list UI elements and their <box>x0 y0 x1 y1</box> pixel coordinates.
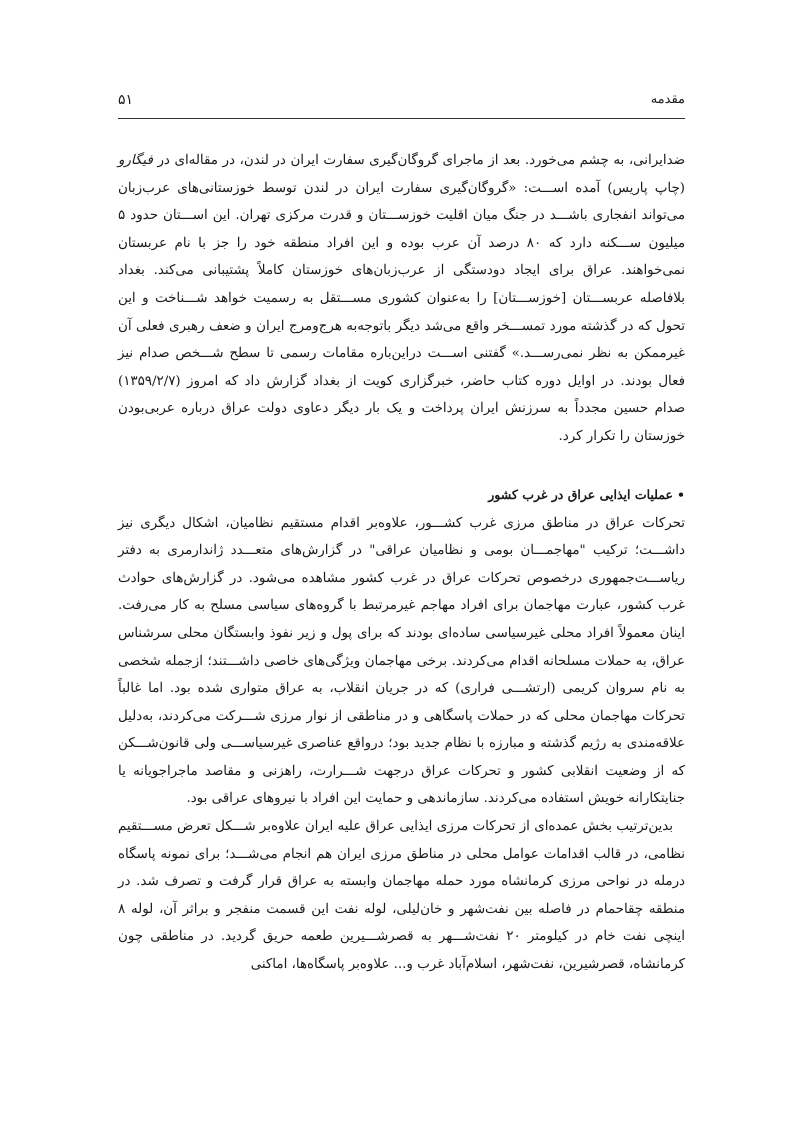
paragraph-1-text-b: (چاپ پاریس) آمده اســـت: «گروگان‌گیری سفارت ایران در لندن توسط خوزستانی‌های عرب‌زبان می‌تواند انفجاری باشـــد در جنگ میان اقلیت خوزســـتان و قدرت مرکزی تهران. این اســـتان حدود ۵ میلیون ســـکنه دارد که ۸۰ درصد آن عرب بوده و این افراد منطقه خود را جز با نام عربستان نمی‌خواهند. عراق برای ایجاد دودستگی از عرب‌زبان‌های خوزستان کاملاً پشتیبانی می‌کند. بغداد بلافاصله عربســـتان [خوزســـتان] را به‌عنوان کشوری مســـتقل به رسمیت خواهد شـــناخت و این تحول که در گذشته مورد تمســـخر واقع می‌شد دیگر باتوجه‌به هرج‌ومرج ایران و ضعف رهبری فعلی آن غیرممکن به نظر نمی‌رســـد.» گفتنی اســـت دراین‌باره مقامات رسمی تا سطح شـــخص صدام نیز فعال بودند. در اوایل دوره کتاب حاضر، خبرگزاری کویت از بغداد گزارش داد که امروز (۱۳۵۹/۲/۷) صدام حسین مجدداً به سرزنش ایران پرداخت و یک بار دیگر دعاوی دولت عراق درباره عربی‌بودن خوزستان را تکرار کرد. <box>118 180 685 444</box>
paragraph-1-text-a: ضدایرانی، به چشم می‌خورد. بعد از ماجرای گروگان‌گیری سفارت ایران در لندن، در مقاله‌ای در <box>152 153 685 168</box>
page-number: ۵۱ <box>118 92 134 108</box>
running-head <box>118 92 685 114</box>
chapter-title: مقدمه <box>650 92 685 107</box>
section-heading <box>118 483 685 507</box>
newspaper-title: فیگارو <box>118 153 153 168</box>
bullet-icon: • <box>677 486 685 502</box>
header-rule <box>118 118 685 119</box>
paragraph-3: بدین‌ترتیب بخش عمده‌ای از تحرکات مرزی ایذایی عراق علیه ایران علاوه‌بر شـــکل تعرض مســـتقیم نظامی، در قالب اقدامات عوامل محلی در مناطق مرزی ایران هم انجام می‌شـــد؛ برای نمونه پاسگاه درمله در نواحی مرزی کرمانشاه مورد حمله مهاجمان وابسته به عراق قرار گرفت و تصرف شد. در منطقه چقاحمام در فاصله بین نفت‌شهر و خان‌لیلی، لوله نفت این قسمت منفجر و براثر آن، لوله ۸ اینچی نفت خام در کیلومتر ۲۰ نفت‌شـــهر به قصرشـــیرین طعمه حریق گردید. در مناطقی چون کرمانشاه، قصرشیرین، نفت‌شهر، اسلام‌آباد غرب و... علاوه‌بر پاسگاه‌ها، اماکنی <box>118 819 686 973</box>
paragraph-1 <box>118 147 685 451</box>
section-heading-text: عملیات ایذایی عراق در غرب کشور <box>488 486 673 502</box>
paragraph-2: تحرکات عراق در مناطق مرزی غرب کشـــور، علاوه‌بر اقدام مستقیم نظامیان، اشکال دیگری نیز داشـــت؛ ترکیب "مهاجمـــان بومی و نظامیان عراقی" در گزارش‌های متعـــدد ژاندارمری به دفتر ریاســـت‌جمهوری درخصوص تحرکات عراق در غرب کشور مشاهده می‌شود. در گزارش‌های حوادث غرب کشور، عبارت مهاجمان برای افراد مهاجم غیرمرتبط با گروه‌های سیاسی مسلح به کار می‌رفت. اینان معمولاً افراد محلی غیرسیاسی ساده‌ای بودند که برای پول و زیر نفوذ وابستگان محلی سرشناس عراق، به حملات مسلحانه اقدام می‌کردند. برخی مهاجمان ویژگی‌های خاصی داشـــتند؛ ازجمله شخصی به نام سروان کریمی (ارتشـــی فراری) که در جریان انقلاب، به عراق متواری شده بود. اما غالباً تحرکات مهاجمان محلی که در حملات پاسگاهی و در مناطقی از نوار مرزی شـــرکت می‌کردند، به‌دلیل علاقه‌مندی به رژیم گذشته و مبارزه با نظام جدید بود؛ درواقع عناصری غیرسیاســـی ولی قانون‌شـــکن که از وضعیت انقلابی کشور و تحرکات عراق درجهت شـــرارت، راهزنی و مقاصد ماجراجویانه یا جنایتکارانه خویش استفاده می‌کردند. سازماندهی و حمایت این افراد با نیروهای عراقی بود. <box>118 515 685 807</box>
body-text <box>118 147 685 979</box>
